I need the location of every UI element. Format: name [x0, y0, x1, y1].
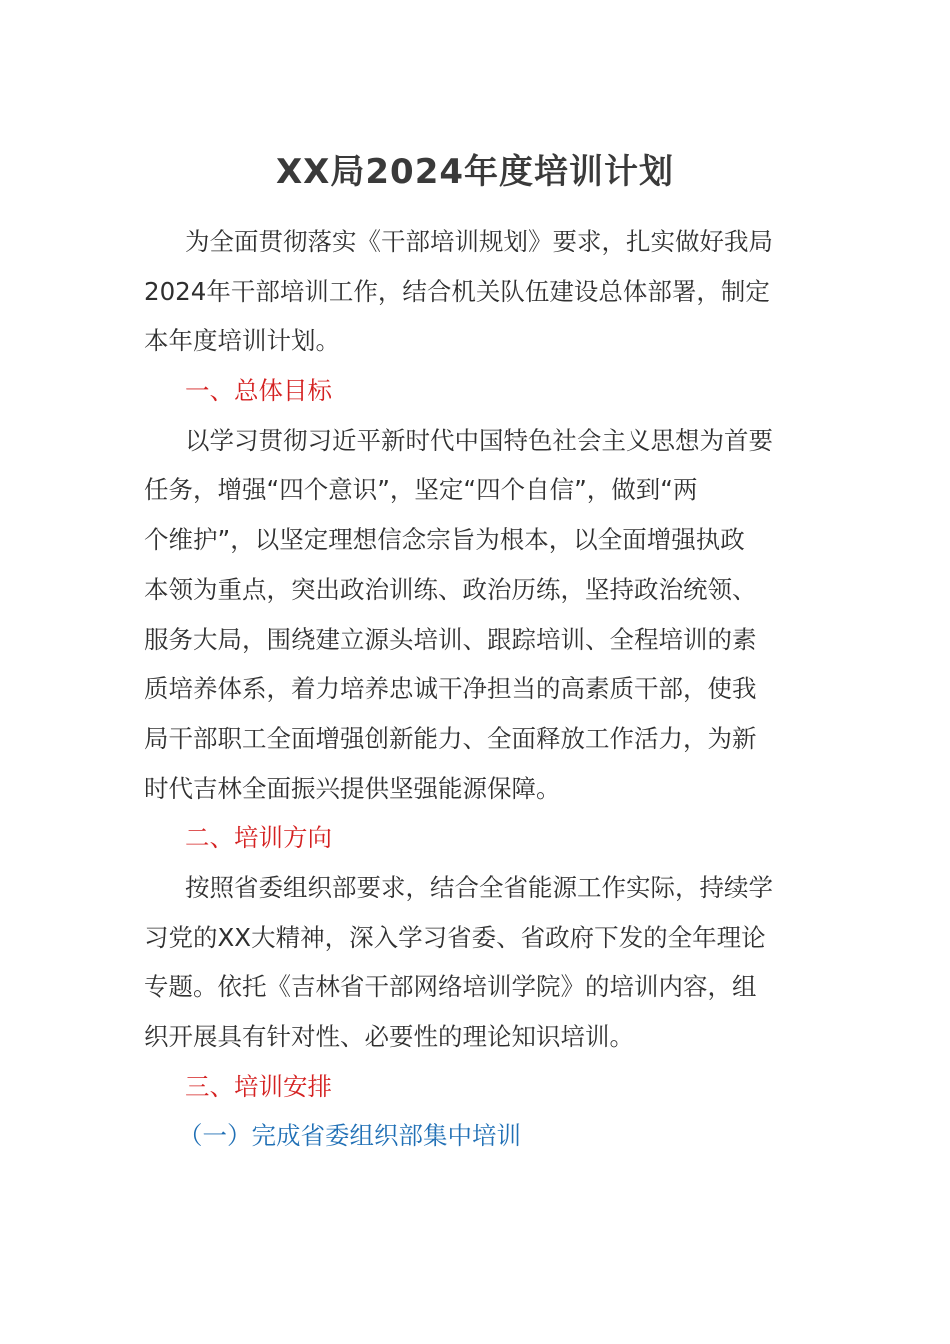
section2-line: 织开展具有针对性、必要性的理论知识培训。 [144, 1022, 634, 1051]
document-title: XX局2024年度培训计划 [275, 152, 675, 192]
section1-line: 时代吉林全面振兴提供坚强能源保障。 [144, 773, 561, 803]
section1-line: 以学习贯彻习近平新时代中国特色社会主义思想为首要 [185, 425, 773, 455]
section2-line: 按照省委组织部要求，结合全省能源工作实际，持续学 [185, 872, 773, 902]
intro-line: 本年度培训计划。 [144, 326, 340, 356]
section1-line: 质培养体系，着力培养忠诚干净担当的高素质干部，使我 [144, 674, 757, 704]
section-heading-training-direction: 二、培训方向 [185, 823, 332, 853]
document-body [144, 217, 806, 1161]
section1-line: 局干部职工全面增强创新能力、全面释放工作活力，为新 [144, 723, 757, 753]
section2-line: 专题。依托《吉林省干部网络培训学院》的培训内容，组 [144, 972, 757, 1002]
intro-line: 2024年干部培训工作，结合机关队伍建设总体部署，制定 [144, 276, 770, 306]
intro-line: 为全面贯彻落实《干部培训规划》要求，扎实做好我局 [185, 227, 773, 256]
section1-line: 个维护”，以坚定理想信念宗旨为根本，以全面增强执政 [144, 525, 745, 555]
section2-line: 习党的XX大精神，深入学习省委、省政府下发的全年理论 [144, 922, 766, 952]
section-heading-training-arrangement: 三、培训安排 [185, 1071, 332, 1101]
section1-line: 本领为重点，突出政治训练、政治历练，坚持政治统领、 [144, 574, 757, 604]
subsection-heading: （一）完成省委组织部集中培训 [178, 1121, 521, 1151]
section-heading-overall-goals: 一、总体目标 [185, 376, 332, 406]
section1-line: 任务，增强“四个意识”，坚定“四个自信”，做到“两 [144, 475, 698, 505]
section1-line: 服务大局，围绕建立源头培训、跟踪培训、全程培训的素 [144, 624, 757, 654]
